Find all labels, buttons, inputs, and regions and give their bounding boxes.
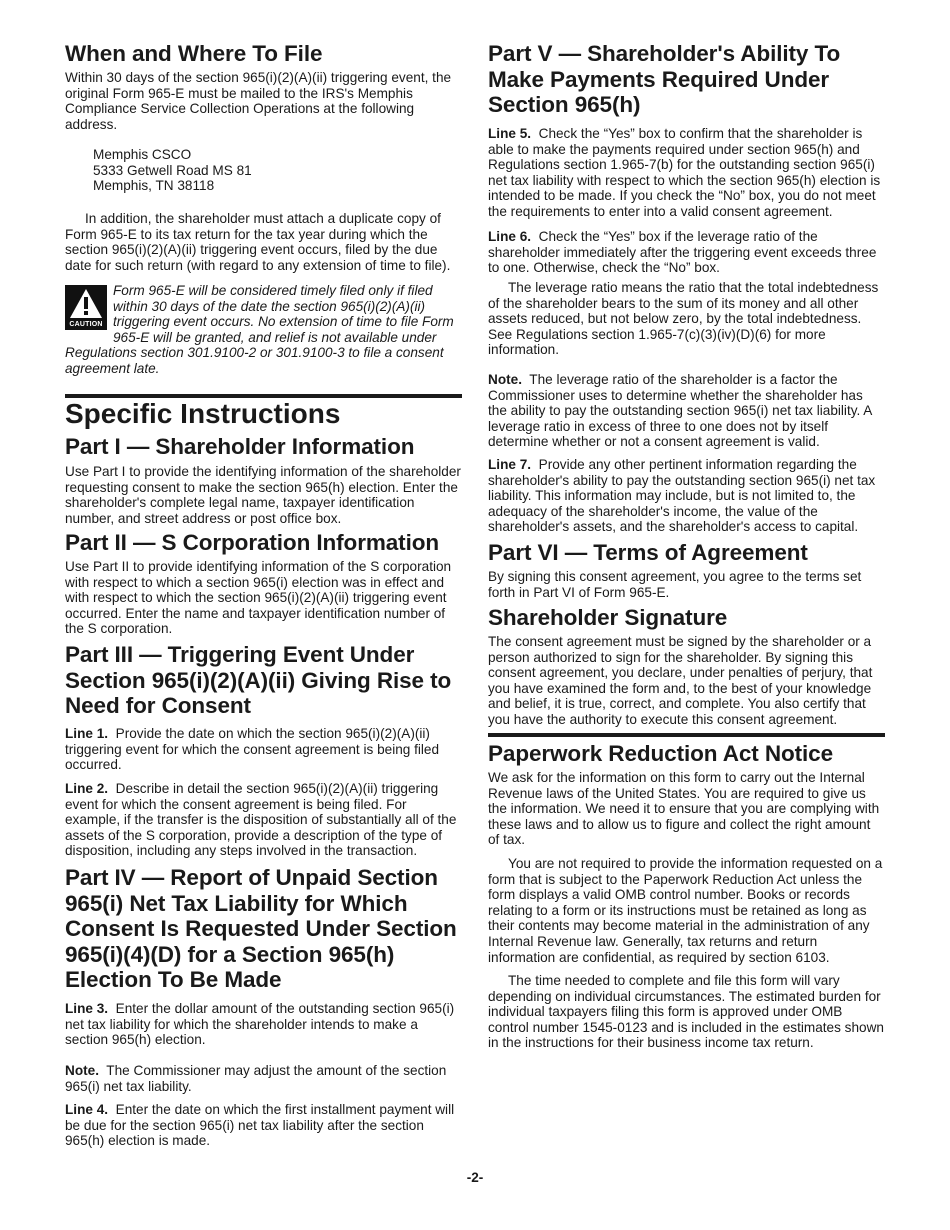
caution-label: CAUTION: [69, 321, 103, 328]
paragraph: The consent agreement must be signed by the shareholder or a person authorized to sign for the shareholder. By signing this consent agreement, you declare, under penalties of perjury, that you have examined the form and, to the best of your knowledge and belief, it is true, correct, and complete. You also certify that you have the authority to execute this consent agreement.: [488, 634, 873, 727]
paragraph: The leverage ratio means the ratio that the total indebtedness of the shareholder bears to the sum of its money and all other assets reduced, but not below zero, by the total indebtedness. See Regulations section 1.965-7(c)(3)(iv)(D)(6) for more information.: [488, 280, 879, 358]
line6-instruction: [488, 229, 885, 276]
label: Line 5.: [488, 126, 532, 141]
divider: [488, 733, 885, 737]
label: Line 6.: [488, 229, 532, 244]
part3-heading: Part III — Triggering Event Under Section 965(i)(2)(A)(ii) Giving Rise to Need for Consent: [65, 642, 452, 718]
paragraph: You are not required to provide the information requested on a form that is subject to the Paperwork Reduction Act unless the form displays a valid OMB control number. Books or records relating to a form or its instructions must be retained as long as their contents may become material in the administration of any Internal Revenue law. Generally, tax returns and return information are confidential, as required by section 6103.: [488, 856, 883, 965]
text: Check the “Yes” box to confirm that the shareholder is able to make the payments required under section 965(h) and Regulations section 1.965-7(b) for the outstanding section 965(i) net tax liability with respect to which the section 965(h) election is intended to be made. If you check the “No” box, you do not meet the requirements to enter into a valid consent agreement.: [488, 126, 881, 219]
page-number: -2-: [466, 1170, 484, 1185]
label: Line 7.: [488, 457, 532, 472]
paragraph: Use Part I to provide the identifying information of the shareholder requesting consent to make the section 965(h) election. Enter the shareholder's complete legal name, taxpayer identification number, and street address or post office box.: [65, 464, 461, 526]
line1-instruction: [65, 726, 462, 773]
paragraph: Within 30 days of the section 965(i)(2)(A)(ii) triggering event, the original Form 965-E must be mailed to the IRS's Memphis Compliance Service Collection Operations at the following address.: [65, 70, 452, 132]
note: [65, 1063, 462, 1094]
paragraph: Use Part II to provide identifying information of the S corporation with respect to which a section 965(i) election was in effect and with respect to which the section 965(i)(2)(A)(ii) triggering event occurred. Enter the name and taxpayer identification number of the S corporation.: [65, 559, 452, 637]
text: Provide the date on which the section 965(i)(2)(A)(ii) triggering event for which the consent agreement is being filed occurred.: [65, 726, 440, 773]
mailing-address: [93, 147, 252, 194]
address-line: Memphis CSCO: [93, 147, 192, 162]
signature-heading: Shareholder Signature: [488, 605, 728, 630]
text: Enter the dollar amount of the outstanding section 965(i) net tax liability for which the shareholder intends to make a section 965(h) election.: [65, 1001, 455, 1048]
label: Note.: [65, 1063, 99, 1078]
caution-icon: [65, 285, 107, 330]
part4-heading: Part IV — Report of Unpaid Section 965(i) Net Tax Liability for Which Consent Is Requested Under Section 965(i)(4)(D) for a Section 965(h) Election To Be Made: [65, 865, 457, 992]
line2-instruction: [65, 781, 462, 859]
text: Check the “Yes” box if the leverage ratio of the shareholder immediately after the triggering event exceeds three to one. Otherwise, check the “No” box.: [488, 229, 877, 276]
paragraph: By signing this consent agreement, you agree to the terms set forth in Part VI of Form 965-E.: [488, 569, 862, 600]
address-line: 5333 Getwell Road MS 81: [93, 162, 252, 178]
label: Line 1.: [65, 726, 109, 741]
paperwork-heading: Paperwork Reduction Act Notice: [488, 741, 833, 766]
line4-instruction: [65, 1102, 462, 1149]
specific-instructions-heading: Specific Instructions: [65, 398, 341, 429]
caution-text: Form 965-E will be considered timely filed only if filed within 30 days of the date the section 965(i)(2)(A)(ii) triggering event occurs. No extension of time to file Form 965-E will be granted, and relief is not available under Regulations section 301.9100-2 or 301.9100-3 to file a consent agreement late.: [65, 283, 454, 376]
part2-heading: Part II — S Corporation Information: [65, 530, 440, 555]
text: Provide any other pertinent information regarding the shareholder's ability to pay the outstanding section 965(i) net tax liability. This information may include, but is not limited to, the adequacy of the shareholder's income, the value of the shareholder's assets, and the shareholder's access to capital.: [488, 457, 876, 535]
line7-instruction: [488, 457, 885, 535]
text: Enter the date on which the first installment payment will be due for the section 965(i) net tax liability after the section 965(h) election is made.: [65, 1102, 455, 1149]
note: [488, 372, 885, 450]
label: Line 2.: [65, 781, 109, 796]
line5-instruction: [488, 126, 885, 220]
text: The Commissioner may adjust the amount of the section 965(i) net tax liability.: [65, 1063, 447, 1094]
part5-heading: Part V — Shareholder's Ability To Make Payments Required Under Section 965(h): [488, 41, 841, 117]
label: Line 4.: [65, 1102, 109, 1117]
text: The leverage ratio of the shareholder is a factor the Commissioner uses to determine whether the shareholder has the ability to pay the outstanding section 965(i) net tax liability. A leverage ratio in excess of three to one does not by itself determine whether or not a consent agreement is valid.: [488, 372, 872, 450]
paragraph: In addition, the shareholder must attach a duplicate copy of Form 965-E to its tax return for the tax year during which the section 965(i)(2)(A)(ii) triggering event occurs, filed by the due date for such return (with regard to any extension of time to file).: [65, 211, 451, 273]
label: Note.: [488, 372, 522, 387]
label: Line 3.: [65, 1001, 109, 1016]
section-heading-when-where: When and Where To File: [65, 41, 323, 66]
part6-heading: Part VI — Terms of Agreement: [488, 540, 808, 565]
line3-instruction: [65, 1001, 462, 1048]
part1-heading: Part I — Shareholder Information: [65, 434, 415, 459]
paragraph: We ask for the information on this form to carry out the Internal Revenue laws of the United States. You are required to give us the information. We need it to ensure that you are complying with these laws and to allow us to figure and collect the right amount of tax.: [488, 770, 880, 848]
text: Describe in detail the section 965(i)(2)(A)(ii) triggering event for which the consent agreement is being filed. For example, if the transfer is the disposition of substantially all of the assets of the S corporation, provide a description of the type of disposition, including any steps involved in the transaction.: [65, 781, 457, 859]
caution-note: [65, 283, 462, 377]
paragraph: The time needed to complete and file this form will vary depending on individual circumstances. The estimated burden for individual taxpayers filing this form is approved under OMB control number 1545-0123 and is included in the estimates shown in the instructions for their business income tax return.: [488, 973, 884, 1051]
address-line: Memphis, TN 38118: [93, 178, 215, 194]
